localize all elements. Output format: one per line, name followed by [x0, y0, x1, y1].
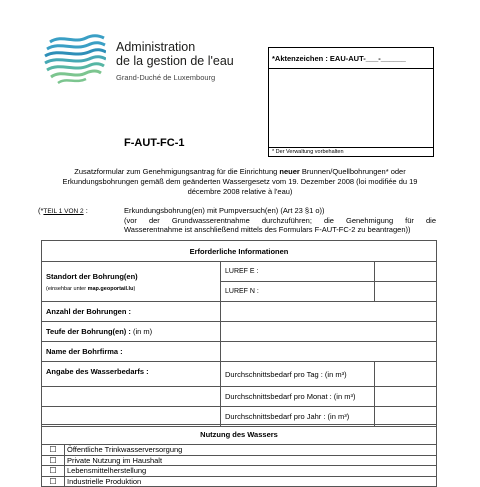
- org-name-line2: de la gestion de l'eau: [116, 54, 234, 68]
- luref-n-field[interactable]: [375, 282, 437, 302]
- firma-label: Name der Bohrfirma :: [42, 342, 221, 362]
- use-option-label: Private Nutzung im Haushalt: [65, 455, 437, 466]
- teufe-label: Teufe der Bohrung(en) :: [46, 327, 131, 336]
- agency-logo: [44, 34, 106, 84]
- bedarf-spacer-1: [42, 387, 221, 407]
- aktenzeichen-label: *Aktenzeichen : EAU-AUT-___-______: [269, 48, 433, 69]
- use-table-header: Nutzung des Wassers: [42, 425, 437, 445]
- use-option-label: Öffentliche Trinkwasserversorgung: [65, 445, 437, 456]
- use-option-label: Lebensmittelherstellung: [65, 466, 437, 477]
- checkbox-icon[interactable]: ☐: [42, 455, 65, 466]
- anzahl-field[interactable]: [221, 302, 437, 322]
- teufe-field[interactable]: [221, 322, 437, 342]
- checkbox-icon[interactable]: ☐: [42, 445, 65, 456]
- info-table-header: Erforderliche Informationen: [42, 241, 437, 262]
- luref-e-field[interactable]: [375, 262, 437, 282]
- firma-field[interactable]: [221, 342, 437, 362]
- teil-label: (*TEIL 1 VON 2 :: [38, 206, 88, 215]
- luref-n-label: LUREF N :: [221, 282, 375, 302]
- list-item: [42, 445, 437, 456]
- intro-line1: Zusatzformular zum Genehmigungsantrag für die Einrichtung neuer Brunnen/Quellbohrungen* oder: [74, 167, 406, 176]
- bedarf-monat-label: Durchschnittsbedarf pro Monat : (in m³): [221, 387, 375, 407]
- aktenzeichen-box: [268, 47, 434, 157]
- aktenzeichen-footer: * Der Verwaltung vorbehalten: [269, 147, 433, 156]
- checkbox-icon[interactable]: ☐: [42, 476, 65, 487]
- org-name-line1: Administration: [116, 40, 196, 54]
- teufe-label-cell: [42, 322, 221, 342]
- checkbox-icon[interactable]: ☐: [42, 466, 65, 477]
- list-item: [42, 455, 437, 466]
- luref-e-label: LUREF E :: [221, 262, 375, 282]
- org-name: [116, 40, 234, 68]
- bedarf-monat-field[interactable]: [375, 387, 437, 407]
- bedarf-tag-label: Durchschnittsbedarf pro Tag : (in m³): [221, 362, 375, 387]
- list-item: [42, 466, 437, 477]
- intro-line3: décembre 2008 relative à l'eau): [187, 187, 293, 196]
- list-item: [42, 476, 437, 487]
- use-option-label: Industrielle Produktion: [65, 476, 437, 487]
- intro-text: [40, 167, 440, 197]
- intro-line2: Erkundungsbohrungen gemäß dem geänderten Wassergesetz vom 19. Dezember 2008 (loi modifiée du 19: [62, 177, 418, 186]
- org-subtitle: Grand-Duché de Luxembourg: [116, 73, 216, 82]
- form-code: F-AUT-FC-1: [124, 137, 185, 149]
- teil-line3: Wasserentnahme ist anschließend mittels des Formulars F-AUT-FC-2 zu beantragen)): [124, 225, 411, 234]
- standort-label-cell: [42, 262, 221, 302]
- teufe-unit: (in m): [130, 327, 153, 336]
- info-table: [41, 240, 437, 427]
- teil-line2: (vor der Grundwasserentnahme durchzuführen; die Genehmigung für die: [124, 215, 436, 225]
- bedarf-jahr-label: Durchschnittsbedarf pro Jahr : (in m³): [221, 407, 375, 427]
- standort-label: Standort der Bohrung(en): [46, 271, 138, 281]
- bedarf-tag-field[interactable]: [375, 362, 437, 387]
- bedarf-label: Angabe des Wasserbedarfs :: [42, 362, 221, 387]
- anzahl-label: Anzahl der Bohrungen :: [42, 302, 221, 322]
- teil-description: [124, 206, 436, 235]
- standort-hint: (einsehbar unter map.geoportail.lu): [46, 285, 136, 292]
- teil-line1: Erkundungsbohrung(en) mit Pumpversuch(en) (Art 23 §1 o)): [124, 206, 325, 215]
- use-table: [41, 424, 437, 487]
